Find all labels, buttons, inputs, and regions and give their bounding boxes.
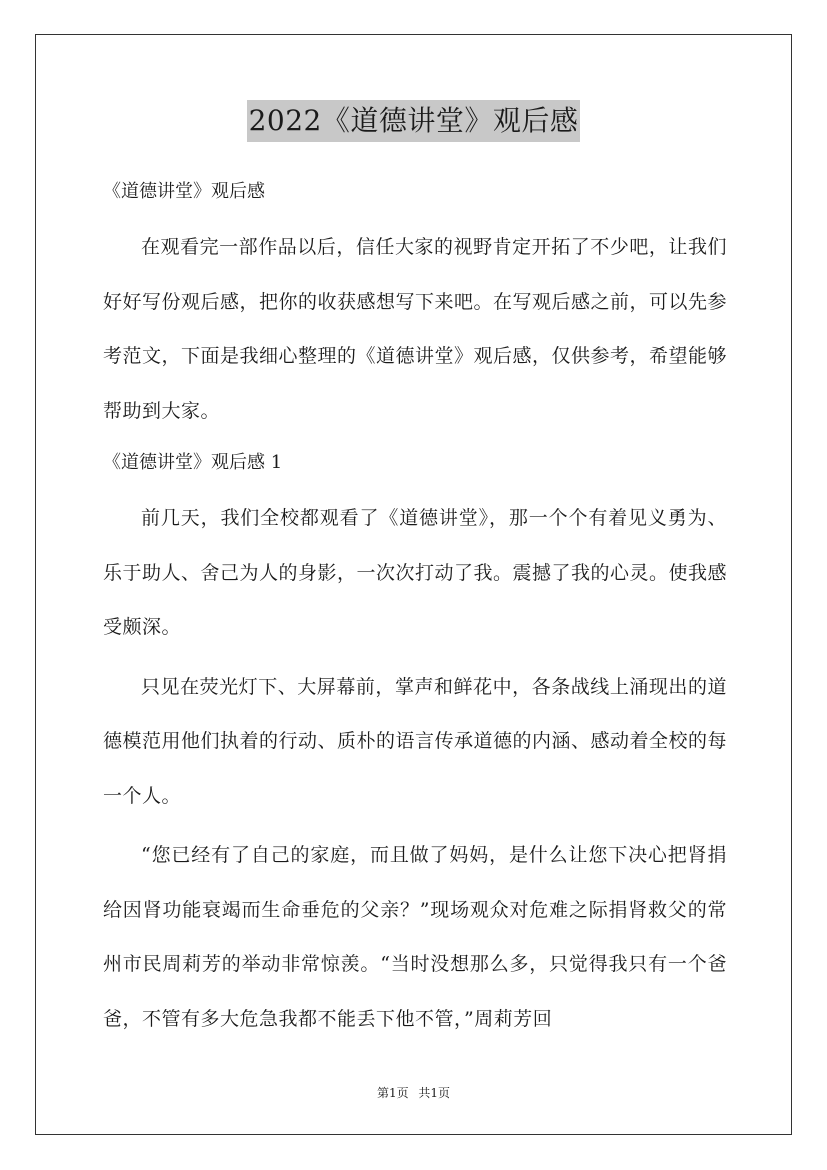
body-paragraph-1: 前几天，我们全校都观看了《道德讲堂》，那一个个有着见义勇为、乐于助人、舍己为人的身影，一次次打动了我。震撼了我的心灵。使我感受颇深。 xyxy=(103,507,728,638)
page-number: 第1页 xyxy=(376,1086,409,1100)
page-footer xyxy=(0,1085,827,1101)
body-paragraph-3: “您已经有了自己的家庭，而且做了妈妈，是什么让您下决心把肾捐给因肾功能衰竭而生命垂危的父亲？”现场观众对危难之际捐肾救父的常州市民周莉芳的举动非常惊羡。“当时没想那么多，只觉得我只有一个爸爸，不管有多大危急我都不能丢下他不管，”周莉芳回 xyxy=(103,844,727,1030)
intro-heading: 《道德讲堂》观后感 xyxy=(103,181,265,202)
document-title xyxy=(0,100,827,142)
page-total: 共1页 xyxy=(418,1086,451,1100)
section-heading: 《道德讲堂》观后感 1 xyxy=(103,452,283,473)
intro-paragraph: 在观看完一部作品以后，信任大家的视野肯定开拓了不少吧，让我们好好写份观后感，把你的收获感想写下来吧。在写观后感之前，可以先参考范文，下面是我细心整理的《道德讲堂》观后感，仅供参考，希望能够帮助到大家。 xyxy=(103,236,728,422)
body-paragraph-2: 只见在荧光灯下、大屏幕前，掌声和鲜花中，各条战线上涌现出的道德模范用他们执着的行动、质朴的语言传承道德的内涵、感动着全校的每一个人。 xyxy=(103,675,728,807)
document-title-text: 2022《道德讲堂》观后感 xyxy=(247,100,581,142)
document-body xyxy=(103,172,727,1051)
